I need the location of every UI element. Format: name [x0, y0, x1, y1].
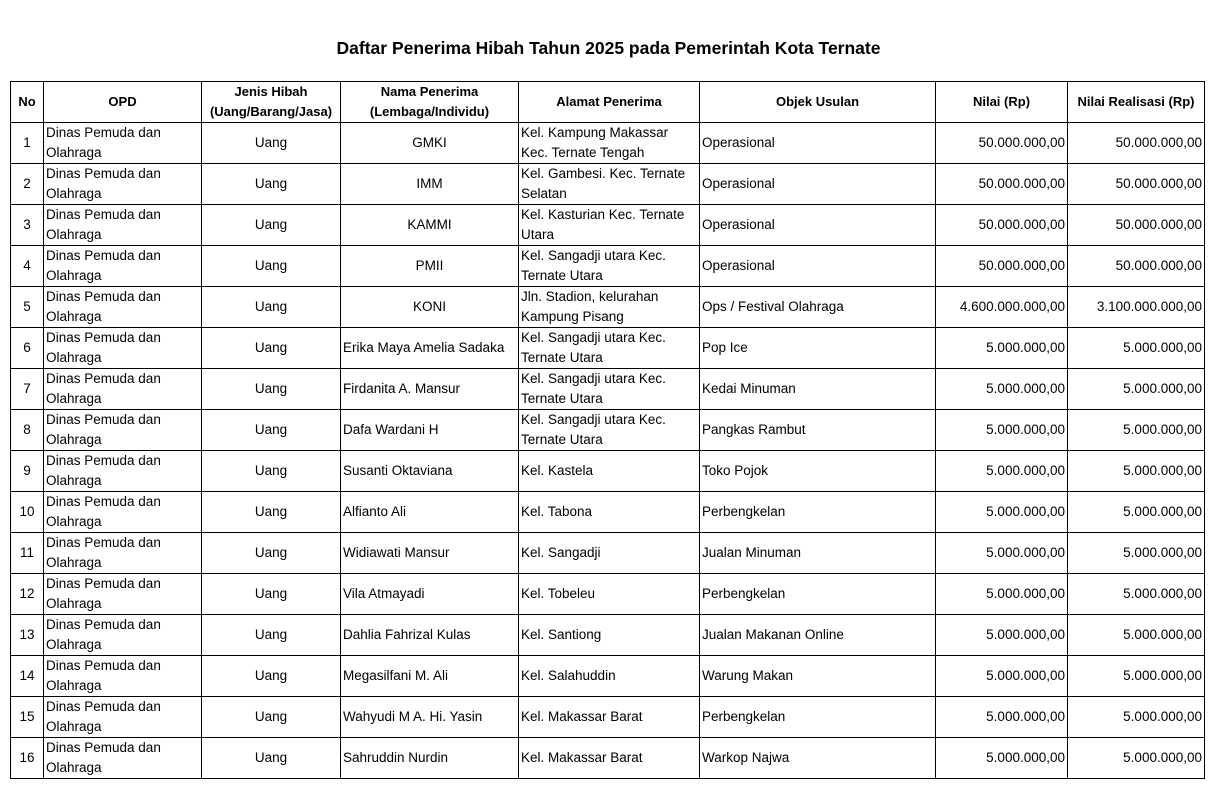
cell-jenis-hibah: Uang: [202, 287, 341, 328]
cell-alamat: Kel. Sangadji utara Kec. Ternate Utara: [519, 369, 700, 410]
cell-nama-penerima: Dahlia Fahrizal Kulas: [341, 615, 519, 656]
cell-no: 5: [11, 287, 44, 328]
cell-nilai: 50.000.000,00: [936, 123, 1068, 164]
header-nama-line1: Nama Penerima: [380, 84, 479, 99]
cell-nama-penerima: KAMMI: [341, 205, 519, 246]
cell-alamat: Jln. Stadion, kelurahan Kampung Pisang: [519, 287, 700, 328]
cell-nilai-realisasi: 5.000.000,00: [1068, 369, 1205, 410]
cell-nilai-realisasi: 5.000.000,00: [1068, 533, 1205, 574]
cell-alamat: Kel. Tabona: [519, 492, 700, 533]
table-row: [11, 328, 1205, 369]
cell-jenis-hibah: Uang: [202, 615, 341, 656]
table-row: [11, 369, 1205, 410]
table-row: [11, 738, 1205, 779]
cell-nilai-realisasi: 50.000.000,00: [1068, 164, 1205, 205]
cell-jenis-hibah: Uang: [202, 246, 341, 287]
cell-opd: Dinas Pemuda dan Olahraga: [44, 451, 202, 492]
cell-opd: Dinas Pemuda dan Olahraga: [44, 533, 202, 574]
cell-alamat: Kel. Kampung Makassar Kec. Ternate Tengah: [519, 123, 700, 164]
cell-no: 7: [11, 369, 44, 410]
cell-alamat: Kel. Sangadji: [519, 533, 700, 574]
cell-jenis-hibah: Uang: [202, 533, 341, 574]
cell-jenis-hibah: Uang: [202, 410, 341, 451]
table-row: [11, 533, 1205, 574]
header-objek: Objek Usulan: [700, 82, 936, 123]
table-row: [11, 123, 1205, 164]
cell-nama-penerima: GMKI: [341, 123, 519, 164]
cell-objek-usulan: Operasional: [700, 246, 936, 287]
cell-alamat: Kel. Santiong: [519, 615, 700, 656]
cell-objek-usulan: Ops / Festival Olahraga: [700, 287, 936, 328]
cell-alamat: Kel. Tobeleu: [519, 574, 700, 615]
cell-nilai: 50.000.000,00: [936, 205, 1068, 246]
table-row: [11, 697, 1205, 738]
cell-alamat: Kel. Makassar Barat: [519, 738, 700, 779]
header-jenis-line1: Jenis Hibah: [234, 84, 308, 99]
header-jenis-hibah: [202, 82, 341, 123]
cell-alamat: Kel. Kastela: [519, 451, 700, 492]
cell-opd: Dinas Pemuda dan Olahraga: [44, 574, 202, 615]
table-row: [11, 287, 1205, 328]
cell-nilai-realisasi: 50.000.000,00: [1068, 246, 1205, 287]
cell-nilai-realisasi: 5.000.000,00: [1068, 492, 1205, 533]
cell-nilai-realisasi: 3.100.000.000,00: [1068, 287, 1205, 328]
table-row: [11, 164, 1205, 205]
cell-nama-penerima: Erika Maya Amelia Sadaka: [341, 328, 519, 369]
cell-objek-usulan: Toko Pojok: [700, 451, 936, 492]
cell-jenis-hibah: Uang: [202, 451, 341, 492]
cell-nama-penerima: Dafa Wardani H: [341, 410, 519, 451]
cell-alamat: Kel. Salahuddin: [519, 656, 700, 697]
cell-alamat: Kel. Sangadji utara Kec. Ternate Utara: [519, 410, 700, 451]
cell-nilai: 50.000.000,00: [936, 246, 1068, 287]
cell-jenis-hibah: Uang: [202, 123, 341, 164]
header-nilai: Nilai (Rp): [936, 82, 1068, 123]
cell-alamat: Kel. Makassar Barat: [519, 697, 700, 738]
cell-jenis-hibah: Uang: [202, 697, 341, 738]
cell-objek-usulan: Jualan Makanan Online: [700, 615, 936, 656]
cell-no: 14: [11, 656, 44, 697]
cell-jenis-hibah: Uang: [202, 738, 341, 779]
cell-nama-penerima: Sahruddin Nurdin: [341, 738, 519, 779]
cell-alamat: Kel. Kasturian Kec. Ternate Utara: [519, 205, 700, 246]
cell-nama-penerima: Vila Atmayadi: [341, 574, 519, 615]
cell-objek-usulan: Perbengkelan: [700, 492, 936, 533]
cell-nama-penerima: KONI: [341, 287, 519, 328]
cell-jenis-hibah: Uang: [202, 164, 341, 205]
table-row: [11, 246, 1205, 287]
header-realisasi: Nilai Realisasi (Rp): [1068, 82, 1205, 123]
cell-no: 3: [11, 205, 44, 246]
cell-opd: Dinas Pemuda dan Olahraga: [44, 738, 202, 779]
cell-no: 15: [11, 697, 44, 738]
cell-nilai: 5.000.000,00: [936, 615, 1068, 656]
cell-nilai-realisasi: 5.000.000,00: [1068, 328, 1205, 369]
cell-opd: Dinas Pemuda dan Olahraga: [44, 287, 202, 328]
cell-nilai-realisasi: 5.000.000,00: [1068, 410, 1205, 451]
cell-objek-usulan: Pop Ice: [700, 328, 936, 369]
cell-nama-penerima: Wahyudi M A. Hi. Yasin: [341, 697, 519, 738]
table-row: [11, 410, 1205, 451]
table-header-row: [11, 82, 1205, 123]
cell-objek-usulan: Warung Makan: [700, 656, 936, 697]
cell-nilai: 5.000.000,00: [936, 410, 1068, 451]
table-row: [11, 205, 1205, 246]
cell-no: 16: [11, 738, 44, 779]
header-no: No: [11, 82, 44, 123]
header-nama-line2: (Lembaga/Individu): [369, 104, 490, 119]
cell-objek-usulan: Pangkas Rambut: [700, 410, 936, 451]
cell-jenis-hibah: Uang: [202, 574, 341, 615]
header-opd: OPD: [44, 82, 202, 123]
cell-no: 6: [11, 328, 44, 369]
cell-nilai: 5.000.000,00: [936, 574, 1068, 615]
cell-jenis-hibah: Uang: [202, 656, 341, 697]
cell-jenis-hibah: Uang: [202, 205, 341, 246]
cell-opd: Dinas Pemuda dan Olahraga: [44, 492, 202, 533]
cell-no: 11: [11, 533, 44, 574]
table-row: [11, 451, 1205, 492]
cell-no: 13: [11, 615, 44, 656]
cell-nilai: 5.000.000,00: [936, 369, 1068, 410]
cell-objek-usulan: Operasional: [700, 123, 936, 164]
cell-nilai-realisasi: 5.000.000,00: [1068, 738, 1205, 779]
cell-nama-penerima: Megasilfani M. Ali: [341, 656, 519, 697]
cell-nilai-realisasi: 5.000.000,00: [1068, 615, 1205, 656]
cell-alamat: Kel. Sangadji utara Kec. Ternate Utara: [519, 328, 700, 369]
cell-no: 2: [11, 164, 44, 205]
cell-opd: Dinas Pemuda dan Olahraga: [44, 656, 202, 697]
cell-alamat: Kel. Sangadji utara Kec. Ternate Utara: [519, 246, 700, 287]
cell-nilai: 5.000.000,00: [936, 492, 1068, 533]
cell-opd: Dinas Pemuda dan Olahraga: [44, 410, 202, 451]
cell-nilai-realisasi: 5.000.000,00: [1068, 574, 1205, 615]
cell-nama-penerima: PMII: [341, 246, 519, 287]
cell-no: 4: [11, 246, 44, 287]
cell-opd: Dinas Pemuda dan Olahraga: [44, 369, 202, 410]
cell-nama-penerima: Susanti Oktaviana: [341, 451, 519, 492]
grant-recipients-table: [10, 81, 1205, 779]
header-jenis-line2: (Uang/Barang/Jasa): [209, 104, 333, 119]
cell-alamat: Kel. Gambesi. Kec. Ternate Selatan: [519, 164, 700, 205]
cell-objek-usulan: Perbengkelan: [700, 697, 936, 738]
cell-nilai: 5.000.000,00: [936, 451, 1068, 492]
cell-objek-usulan: Perbengkelan: [700, 574, 936, 615]
cell-nama-penerima: IMM: [341, 164, 519, 205]
cell-nilai-realisasi: 5.000.000,00: [1068, 697, 1205, 738]
cell-objek-usulan: Kedai Minuman: [700, 369, 936, 410]
header-nama-penerima: [341, 82, 519, 123]
table-row: [11, 492, 1205, 533]
cell-nilai: 5.000.000,00: [936, 738, 1068, 779]
cell-nilai-realisasi: 50.000.000,00: [1068, 123, 1205, 164]
cell-objek-usulan: Operasional: [700, 164, 936, 205]
cell-opd: Dinas Pemuda dan Olahraga: [44, 164, 202, 205]
table-row: [11, 574, 1205, 615]
cell-no: 1: [11, 123, 44, 164]
cell-nilai-realisasi: 50.000.000,00: [1068, 205, 1205, 246]
cell-objek-usulan: Operasional: [700, 205, 936, 246]
table-row: [11, 615, 1205, 656]
cell-nilai-realisasi: 5.000.000,00: [1068, 656, 1205, 697]
cell-opd: Dinas Pemuda dan Olahraga: [44, 697, 202, 738]
cell-objek-usulan: Warkop Najwa: [700, 738, 936, 779]
cell-opd: Dinas Pemuda dan Olahraga: [44, 205, 202, 246]
cell-no: 9: [11, 451, 44, 492]
header-alamat: Alamat Penerima: [519, 82, 700, 123]
cell-no: 8: [11, 410, 44, 451]
cell-opd: Dinas Pemuda dan Olahraga: [44, 328, 202, 369]
cell-nilai: 5.000.000,00: [936, 697, 1068, 738]
cell-nama-penerima: Firdanita A. Mansur: [341, 369, 519, 410]
table-body: [11, 123, 1205, 779]
cell-nama-penerima: Widiawati Mansur: [341, 533, 519, 574]
cell-nilai-realisasi: 5.000.000,00: [1068, 451, 1205, 492]
cell-nilai: 5.000.000,00: [936, 656, 1068, 697]
cell-nilai: 5.000.000,00: [936, 328, 1068, 369]
cell-opd: Dinas Pemuda dan Olahraga: [44, 123, 202, 164]
cell-jenis-hibah: Uang: [202, 328, 341, 369]
cell-jenis-hibah: Uang: [202, 492, 341, 533]
cell-no: 10: [11, 492, 44, 533]
table-row: [11, 656, 1205, 697]
cell-objek-usulan: Jualan Minuman: [700, 533, 936, 574]
cell-nama-penerima: Alfianto Ali: [341, 492, 519, 533]
cell-nilai: 4.600.000.000,00: [936, 287, 1068, 328]
document-title: Daftar Penerima Hibah Tahun 2025 pada Pemerintah Kota Ternate: [336, 38, 881, 58]
cell-opd: Dinas Pemuda dan Olahraga: [44, 615, 202, 656]
cell-jenis-hibah: Uang: [202, 369, 341, 410]
cell-nilai: 50.000.000,00: [936, 164, 1068, 205]
cell-opd: Dinas Pemuda dan Olahraga: [44, 246, 202, 287]
cell-nilai: 5.000.000,00: [936, 533, 1068, 574]
cell-no: 12: [11, 574, 44, 615]
